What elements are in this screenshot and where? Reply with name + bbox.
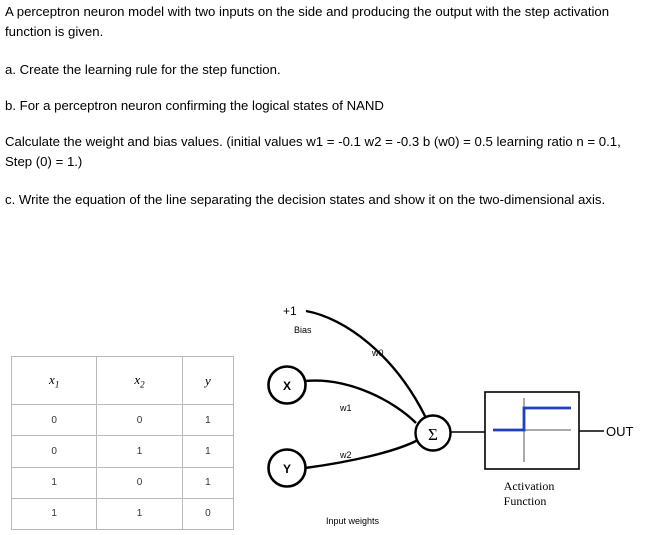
cell-x2: 0 [97,405,182,436]
input-weights-label: Input weights [326,516,380,526]
header-x2: $x_2$ [97,357,182,405]
bias-input-label: +1 [283,304,297,318]
activation-label-2: Function [503,494,547,508]
cell-x2: 1 [97,436,182,467]
question-part-a: a. Create the learning rule for the step function. [5,62,281,77]
cell-x1: 0 [12,405,97,436]
cell-x1: 1 [12,467,97,498]
sum-icon: Σ [428,425,438,444]
question-part-b: b. For a perceptron neuron confirming the logical states of NAND [5,98,384,113]
w0-label: w0 [372,348,384,358]
input-y-label: Y [282,462,292,476]
cell-x2: 0 [97,467,182,498]
cell-x1: 0 [12,436,97,467]
cell-x2: 1 [97,498,182,529]
input-x-label: X [282,379,292,393]
bias-connection [306,311,426,418]
cell-y: 1 [182,405,233,436]
header-x1: $x_1$ [12,357,97,405]
x-connection [305,381,416,423]
header-y: y [182,357,233,405]
question-calc: Calculate the weight and bias values. (initial values w1 = -0.1 w2 = -0.3 b (w0) = 0.5 learning ratio n = 0.1, Step (0) = 1.) [5,134,621,169]
w1-label: w1 [340,403,352,413]
cell-y: 1 [182,467,233,498]
question-part-c: c. Write the equation of the line separating the decision states and show it on the two-dimensional axis. [5,192,606,207]
y-connection [305,440,418,468]
output-label: OUT [606,424,634,439]
activation-label-1: Activation [503,479,555,493]
bias-label: Bias [294,325,312,335]
cell-y: 0 [182,498,233,529]
question-intro: A perceptron neuron model with two inputs on the side and producing the output with the step activation function is given. [5,4,610,39]
cell-y: 1 [182,436,233,467]
cell-x1: 1 [12,498,97,529]
w2-label: w2 [340,450,352,460]
